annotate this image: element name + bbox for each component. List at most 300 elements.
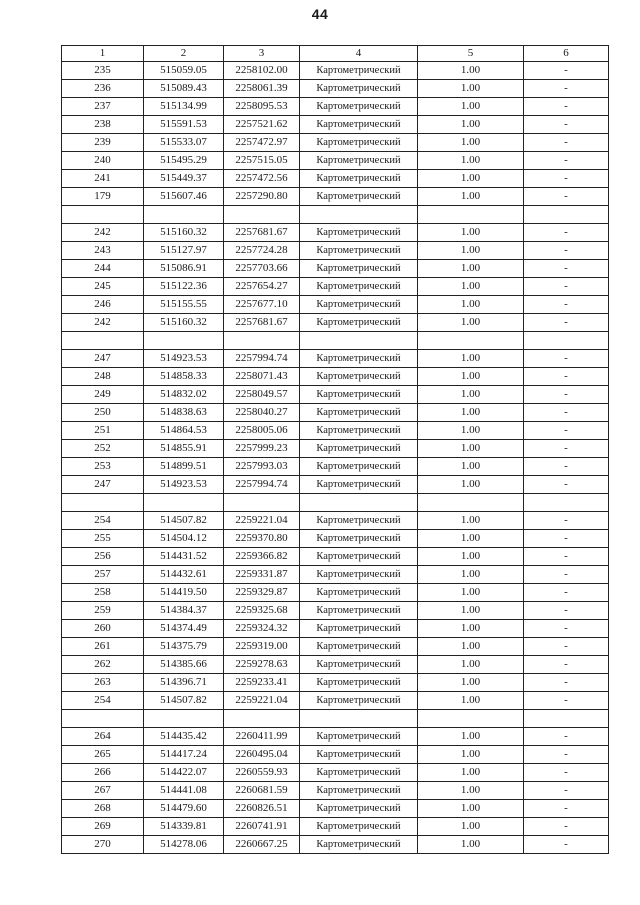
method-cell: Картометрический <box>300 296 418 314</box>
method-cell: Картометрический <box>300 458 418 476</box>
description-cell: - <box>524 296 609 314</box>
description-cell: - <box>524 350 609 368</box>
table-row <box>62 512 609 530</box>
y-coordinate-cell: 2260667.25 <box>224 836 300 854</box>
method-cell: Картометрический <box>300 818 418 836</box>
y-coordinate-cell: 2258095.53 <box>224 98 300 116</box>
y-coordinate-cell: 2258049.57 <box>224 386 300 404</box>
table-row <box>62 386 609 404</box>
method-cell: Картометрический <box>300 440 418 458</box>
x-coordinate-cell: 515607.46 <box>144 188 224 206</box>
empty-cell <box>418 206 524 224</box>
accuracy-cell: 1.00 <box>418 818 524 836</box>
description-cell: - <box>524 746 609 764</box>
y-coordinate-cell: 2260741.91 <box>224 818 300 836</box>
accuracy-cell: 1.00 <box>418 242 524 260</box>
empty-cell <box>62 332 144 350</box>
description-cell: - <box>524 224 609 242</box>
description-cell: - <box>524 152 609 170</box>
point-number-cell: 258 <box>62 584 144 602</box>
method-cell: Картометрический <box>300 350 418 368</box>
column-header-3: 3 <box>224 46 300 62</box>
x-coordinate-cell: 515449.37 <box>144 170 224 188</box>
method-cell: Картометрический <box>300 638 418 656</box>
method-cell: Картометрический <box>300 278 418 296</box>
empty-cell <box>144 710 224 728</box>
description-cell: - <box>524 656 609 674</box>
accuracy-cell: 1.00 <box>418 512 524 530</box>
method-cell: Картометрический <box>300 620 418 638</box>
description-cell: - <box>524 548 609 566</box>
accuracy-cell: 1.00 <box>418 458 524 476</box>
method-cell: Картометрический <box>300 80 418 98</box>
method-cell: Картометрический <box>300 530 418 548</box>
empty-cell <box>524 332 609 350</box>
method-cell: Картометрический <box>300 368 418 386</box>
y-coordinate-cell: 2259221.04 <box>224 512 300 530</box>
y-coordinate-cell: 2257993.03 <box>224 458 300 476</box>
empty-cell <box>524 710 609 728</box>
x-coordinate-cell: 515134.99 <box>144 98 224 116</box>
accuracy-cell: 1.00 <box>418 116 524 134</box>
method-cell: Картометрический <box>300 764 418 782</box>
point-number-cell: 249 <box>62 386 144 404</box>
point-number-cell: 268 <box>62 800 144 818</box>
point-number-cell: 264 <box>62 728 144 746</box>
accuracy-cell: 1.00 <box>418 386 524 404</box>
accuracy-cell: 1.00 <box>418 584 524 602</box>
table-row <box>62 530 609 548</box>
table-row <box>62 440 609 458</box>
x-coordinate-cell: 514479.60 <box>144 800 224 818</box>
method-cell: Картометрический <box>300 404 418 422</box>
coordinates-table <box>61 45 609 854</box>
empty-cell <box>62 206 144 224</box>
description-cell: - <box>524 512 609 530</box>
description-cell: - <box>524 242 609 260</box>
y-coordinate-cell: 2260826.51 <box>224 800 300 818</box>
accuracy-cell: 1.00 <box>418 404 524 422</box>
separator-row <box>62 206 609 224</box>
table-row <box>62 296 609 314</box>
description-cell: - <box>524 782 609 800</box>
table-row <box>62 674 609 692</box>
description-cell: - <box>524 566 609 584</box>
table-row <box>62 692 609 710</box>
description-cell: - <box>524 62 609 80</box>
y-coordinate-cell: 2260559.93 <box>224 764 300 782</box>
y-coordinate-cell: 2257521.62 <box>224 116 300 134</box>
description-cell: - <box>524 764 609 782</box>
x-coordinate-cell: 514419.50 <box>144 584 224 602</box>
point-number-cell: 256 <box>62 548 144 566</box>
y-coordinate-cell: 2257515.05 <box>224 152 300 170</box>
accuracy-cell: 1.00 <box>418 368 524 386</box>
description-cell: - <box>524 440 609 458</box>
x-coordinate-cell: 514832.02 <box>144 386 224 404</box>
y-coordinate-cell: 2259329.87 <box>224 584 300 602</box>
point-number-cell: 261 <box>62 638 144 656</box>
point-number-cell: 252 <box>62 440 144 458</box>
point-number-cell: 240 <box>62 152 144 170</box>
table-row <box>62 458 609 476</box>
point-number-cell: 242 <box>62 314 144 332</box>
method-cell: Картометрический <box>300 116 418 134</box>
method-cell: Картометрический <box>300 188 418 206</box>
x-coordinate-cell: 515089.43 <box>144 80 224 98</box>
y-coordinate-cell: 2257681.67 <box>224 224 300 242</box>
point-number-cell: 251 <box>62 422 144 440</box>
empty-cell <box>300 206 418 224</box>
table-row <box>62 152 609 170</box>
x-coordinate-cell: 515533.07 <box>144 134 224 152</box>
y-coordinate-cell: 2259278.63 <box>224 656 300 674</box>
point-number-cell: 238 <box>62 116 144 134</box>
point-number-cell: 270 <box>62 836 144 854</box>
empty-cell <box>62 494 144 512</box>
accuracy-cell: 1.00 <box>418 152 524 170</box>
accuracy-cell: 1.00 <box>418 296 524 314</box>
y-coordinate-cell: 2260495.04 <box>224 746 300 764</box>
x-coordinate-cell: 514507.82 <box>144 692 224 710</box>
accuracy-cell: 1.00 <box>418 80 524 98</box>
accuracy-cell: 1.00 <box>418 728 524 746</box>
table-body <box>62 62 609 854</box>
accuracy-cell: 1.00 <box>418 62 524 80</box>
method-cell: Картометрический <box>300 548 418 566</box>
point-number-cell: 250 <box>62 404 144 422</box>
y-coordinate-cell: 2257994.74 <box>224 476 300 494</box>
method-cell: Картометрический <box>300 260 418 278</box>
point-number-cell: 259 <box>62 602 144 620</box>
y-coordinate-cell: 2257472.56 <box>224 170 300 188</box>
accuracy-cell: 1.00 <box>418 692 524 710</box>
table-row <box>62 188 609 206</box>
point-number-cell: 244 <box>62 260 144 278</box>
accuracy-cell: 1.00 <box>418 836 524 854</box>
y-coordinate-cell: 2259366.82 <box>224 548 300 566</box>
accuracy-cell: 1.00 <box>418 746 524 764</box>
y-coordinate-cell: 2257290.80 <box>224 188 300 206</box>
empty-cell <box>224 332 300 350</box>
table-row <box>62 602 609 620</box>
table-row <box>62 314 609 332</box>
accuracy-cell: 1.00 <box>418 350 524 368</box>
x-coordinate-cell: 514923.53 <box>144 350 224 368</box>
point-number-cell: 260 <box>62 620 144 638</box>
description-cell: - <box>524 116 609 134</box>
accuracy-cell: 1.00 <box>418 674 524 692</box>
empty-cell <box>224 494 300 512</box>
table-row <box>62 836 609 854</box>
table-row <box>62 116 609 134</box>
x-coordinate-cell: 514375.79 <box>144 638 224 656</box>
description-cell: - <box>524 404 609 422</box>
accuracy-cell: 1.00 <box>418 134 524 152</box>
method-cell: Картометрический <box>300 242 418 260</box>
accuracy-cell: 1.00 <box>418 566 524 584</box>
description-cell: - <box>524 458 609 476</box>
point-number-cell: 262 <box>62 656 144 674</box>
point-number-cell: 253 <box>62 458 144 476</box>
table-row <box>62 134 609 152</box>
description-cell: - <box>524 620 609 638</box>
y-coordinate-cell: 2259325.68 <box>224 602 300 620</box>
y-coordinate-cell: 2257999.23 <box>224 440 300 458</box>
point-number-cell: 267 <box>62 782 144 800</box>
table-row <box>62 566 609 584</box>
accuracy-cell: 1.00 <box>418 278 524 296</box>
y-coordinate-cell: 2260681.59 <box>224 782 300 800</box>
separator-row <box>62 494 609 512</box>
description-cell: - <box>524 638 609 656</box>
empty-cell <box>224 206 300 224</box>
table-row <box>62 746 609 764</box>
table-row <box>62 620 609 638</box>
y-coordinate-cell: 2258040.27 <box>224 404 300 422</box>
column-header-5: 5 <box>418 46 524 62</box>
description-cell: - <box>524 692 609 710</box>
method-cell: Картометрический <box>300 584 418 602</box>
x-coordinate-cell: 515086.91 <box>144 260 224 278</box>
x-coordinate-cell: 514278.06 <box>144 836 224 854</box>
separator-row <box>62 332 609 350</box>
y-coordinate-cell: 2259221.04 <box>224 692 300 710</box>
method-cell: Картометрический <box>300 134 418 152</box>
y-coordinate-cell: 2258005.06 <box>224 422 300 440</box>
x-coordinate-cell: 514431.52 <box>144 548 224 566</box>
method-cell: Картометрический <box>300 782 418 800</box>
empty-cell <box>300 332 418 350</box>
accuracy-cell: 1.00 <box>418 440 524 458</box>
description-cell: - <box>524 134 609 152</box>
table-row <box>62 368 609 386</box>
method-cell: Картометрический <box>300 602 418 620</box>
point-number-cell: 254 <box>62 512 144 530</box>
point-number-cell: 245 <box>62 278 144 296</box>
method-cell: Картометрический <box>300 800 418 818</box>
table-row <box>62 638 609 656</box>
x-coordinate-cell: 514385.66 <box>144 656 224 674</box>
point-number-cell: 239 <box>62 134 144 152</box>
description-cell: - <box>524 260 609 278</box>
description-cell: - <box>524 530 609 548</box>
table-row <box>62 584 609 602</box>
point-number-cell: 263 <box>62 674 144 692</box>
y-coordinate-cell: 2257472.97 <box>224 134 300 152</box>
table-header-row <box>62 46 609 62</box>
table-row <box>62 656 609 674</box>
point-number-cell: 246 <box>62 296 144 314</box>
accuracy-cell: 1.00 <box>418 764 524 782</box>
accuracy-cell: 1.00 <box>418 638 524 656</box>
table-row <box>62 782 609 800</box>
x-coordinate-cell: 514858.33 <box>144 368 224 386</box>
column-header-1: 1 <box>62 46 144 62</box>
y-coordinate-cell: 2258061.39 <box>224 80 300 98</box>
method-cell: Картометрический <box>300 170 418 188</box>
accuracy-cell: 1.00 <box>418 476 524 494</box>
description-cell: - <box>524 422 609 440</box>
description-cell: - <box>524 188 609 206</box>
table-row <box>62 728 609 746</box>
table-row <box>62 278 609 296</box>
method-cell: Картометрический <box>300 746 418 764</box>
y-coordinate-cell: 2259331.87 <box>224 566 300 584</box>
description-cell: - <box>524 278 609 296</box>
table-row <box>62 818 609 836</box>
point-number-cell: 266 <box>62 764 144 782</box>
accuracy-cell: 1.00 <box>418 314 524 332</box>
table-row <box>62 764 609 782</box>
table-row <box>62 422 609 440</box>
description-cell: - <box>524 602 609 620</box>
empty-cell <box>144 206 224 224</box>
method-cell: Картометрический <box>300 728 418 746</box>
x-coordinate-cell: 514435.42 <box>144 728 224 746</box>
method-cell: Картометрический <box>300 152 418 170</box>
empty-cell <box>300 710 418 728</box>
x-coordinate-cell: 515160.32 <box>144 224 224 242</box>
description-cell: - <box>524 80 609 98</box>
x-coordinate-cell: 514864.53 <box>144 422 224 440</box>
x-coordinate-cell: 515160.32 <box>144 314 224 332</box>
point-number-cell: 247 <box>62 476 144 494</box>
accuracy-cell: 1.00 <box>418 260 524 278</box>
y-coordinate-cell: 2259370.80 <box>224 530 300 548</box>
point-number-cell: 243 <box>62 242 144 260</box>
description-cell: - <box>524 818 609 836</box>
x-coordinate-cell: 514855.91 <box>144 440 224 458</box>
point-number-cell: 235 <box>62 62 144 80</box>
y-coordinate-cell: 2257654.27 <box>224 278 300 296</box>
point-number-cell: 255 <box>62 530 144 548</box>
accuracy-cell: 1.00 <box>418 188 524 206</box>
table-row <box>62 170 609 188</box>
empty-cell <box>524 206 609 224</box>
y-coordinate-cell: 2259319.00 <box>224 638 300 656</box>
method-cell: Картометрический <box>300 224 418 242</box>
description-cell: - <box>524 98 609 116</box>
point-number-cell: 265 <box>62 746 144 764</box>
method-cell: Картометрический <box>300 512 418 530</box>
point-number-cell: 242 <box>62 224 144 242</box>
x-coordinate-cell: 514838.63 <box>144 404 224 422</box>
point-number-cell: 254 <box>62 692 144 710</box>
empty-cell <box>418 710 524 728</box>
y-coordinate-cell: 2257994.74 <box>224 350 300 368</box>
accuracy-cell: 1.00 <box>418 224 524 242</box>
point-number-cell: 247 <box>62 350 144 368</box>
x-coordinate-cell: 515059.05 <box>144 62 224 80</box>
column-header-2: 2 <box>144 46 224 62</box>
accuracy-cell: 1.00 <box>418 170 524 188</box>
table-row <box>62 350 609 368</box>
accuracy-cell: 1.00 <box>418 782 524 800</box>
table-row <box>62 80 609 98</box>
description-cell: - <box>524 386 609 404</box>
y-coordinate-cell: 2258071.43 <box>224 368 300 386</box>
empty-cell <box>224 710 300 728</box>
point-number-cell: 179 <box>62 188 144 206</box>
point-number-cell: 236 <box>62 80 144 98</box>
method-cell: Картометрический <box>300 656 418 674</box>
empty-cell <box>62 710 144 728</box>
method-cell: Картометрический <box>300 476 418 494</box>
method-cell: Картометрический <box>300 386 418 404</box>
accuracy-cell: 1.00 <box>418 548 524 566</box>
x-coordinate-cell: 515122.36 <box>144 278 224 296</box>
table-row <box>62 62 609 80</box>
method-cell: Картометрический <box>300 62 418 80</box>
accuracy-cell: 1.00 <box>418 620 524 638</box>
accuracy-cell: 1.00 <box>418 602 524 620</box>
x-coordinate-cell: 515127.97 <box>144 242 224 260</box>
method-cell: Картометрический <box>300 422 418 440</box>
x-coordinate-cell: 514417.24 <box>144 746 224 764</box>
description-cell: - <box>524 476 609 494</box>
point-number-cell: 269 <box>62 818 144 836</box>
method-cell: Картометрический <box>300 836 418 854</box>
y-coordinate-cell: 2257724.28 <box>224 242 300 260</box>
x-coordinate-cell: 515495.29 <box>144 152 224 170</box>
empty-cell <box>300 494 418 512</box>
method-cell: Картометрический <box>300 692 418 710</box>
y-coordinate-cell: 2257677.10 <box>224 296 300 314</box>
empty-cell <box>418 332 524 350</box>
point-number-cell: 237 <box>62 98 144 116</box>
separator-row <box>62 710 609 728</box>
y-coordinate-cell: 2259233.41 <box>224 674 300 692</box>
empty-cell <box>524 494 609 512</box>
x-coordinate-cell: 515155.55 <box>144 296 224 314</box>
accuracy-cell: 1.00 <box>418 800 524 818</box>
y-coordinate-cell: 2258102.00 <box>224 62 300 80</box>
method-cell: Картометрический <box>300 566 418 584</box>
x-coordinate-cell: 514396.71 <box>144 674 224 692</box>
accuracy-cell: 1.00 <box>418 656 524 674</box>
x-coordinate-cell: 514899.51 <box>144 458 224 476</box>
description-cell: - <box>524 728 609 746</box>
table-row <box>62 548 609 566</box>
description-cell: - <box>524 800 609 818</box>
method-cell: Картометрический <box>300 674 418 692</box>
point-number-cell: 241 <box>62 170 144 188</box>
description-cell: - <box>524 674 609 692</box>
table-row <box>62 800 609 818</box>
table-row <box>62 476 609 494</box>
x-coordinate-cell: 514384.37 <box>144 602 224 620</box>
description-cell: - <box>524 584 609 602</box>
column-header-4: 4 <box>300 46 418 62</box>
point-number-cell: 257 <box>62 566 144 584</box>
y-coordinate-cell: 2259324.32 <box>224 620 300 638</box>
description-cell: - <box>524 170 609 188</box>
empty-cell <box>144 494 224 512</box>
accuracy-cell: 1.00 <box>418 422 524 440</box>
column-header-6: 6 <box>524 46 609 62</box>
x-coordinate-cell: 514422.07 <box>144 764 224 782</box>
method-cell: Картометрический <box>300 98 418 116</box>
description-cell: - <box>524 314 609 332</box>
table-row <box>62 260 609 278</box>
x-coordinate-cell: 514339.81 <box>144 818 224 836</box>
method-cell: Картометрический <box>300 314 418 332</box>
table-row <box>62 242 609 260</box>
point-number-cell: 248 <box>62 368 144 386</box>
x-coordinate-cell: 514374.49 <box>144 620 224 638</box>
description-cell: - <box>524 368 609 386</box>
